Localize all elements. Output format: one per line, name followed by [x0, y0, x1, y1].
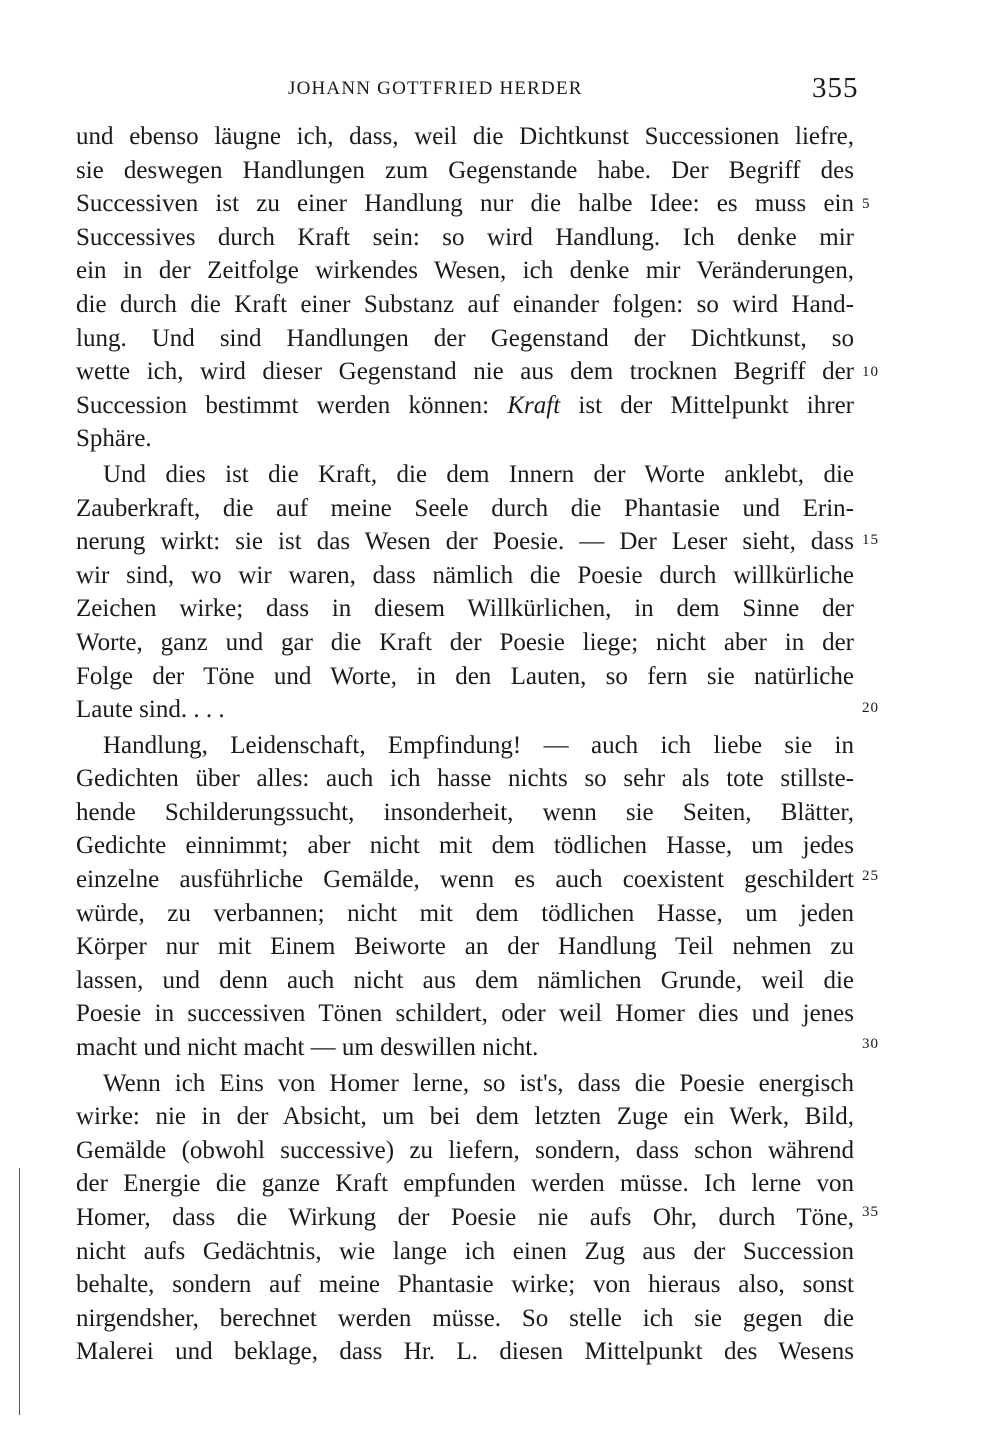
paragraph-3 [76, 729, 854, 1065]
text-line: Und dies ist die Kraft, die dem Innern der Worte anklebt, die [103, 460, 854, 488]
text-line: Laute sind. . . . [76, 696, 225, 724]
text-line: würde, zu verbannen; nicht mit dem tödlichen Hasse, um jeden [76, 899, 854, 927]
page-number: 355 [812, 72, 859, 104]
text-line: nerung wirkt: sie ist das Wesen der Poesie. — Der Leser sieht, dass [76, 528, 854, 556]
text-line: Handlung, Leidenschaft, Empfindung! — auch ich liebe sie in [103, 731, 854, 759]
text-line: Zeichen wirke; dass in diesem Willkürlichen, in dem Sinne der [76, 595, 854, 623]
line-number-25: 25 [862, 868, 879, 884]
italic-word: Kraft [507, 391, 561, 419]
text-line: Successives durch Kraft sein: so wird Handlung. Ich denke mir [76, 223, 854, 251]
text-line: Malerei und beklage, dass Hr. L. diesen Mittelpunkt des Wesens [76, 1338, 854, 1366]
line-number-20: 20 [862, 700, 879, 716]
text-line: Folge der Töne und Worte, in den Lauten, so fern sie natürliche [76, 662, 854, 690]
text-line: wette ich, wird dieser Gegenstand nie aus dem trocknen Begriff der [76, 358, 854, 386]
paragraph-1 [76, 120, 854, 456]
running-title: JOHANN GOTTFRIED HERDER [288, 78, 583, 99]
line-number-5: 5 [862, 196, 871, 212]
text-line: Gedichten über alles: auch ich hasse nichts so sehr als tote stillste- [76, 765, 854, 793]
line-number-30: 30 [862, 1036, 879, 1052]
text-line: ein in der Zeitfolge wirkendes Wesen, ich denke mir Veränderungen, [76, 257, 854, 285]
text-line: Gemälde (obwohl successive) zu liefern, sondern, dass schon während [76, 1136, 854, 1164]
text-line: Wenn ich Eins von Homer lerne, so ist's, dass die Poesie energisch [103, 1069, 854, 1097]
text-line: Worte, ganz und gar die Kraft der Poesie liege; nicht aber in der [76, 628, 854, 656]
text-line: Homer, dass die Wirkung der Poesie nie aufs Ohr, durch Töne, [76, 1204, 854, 1231]
text-line: und ebenso läugne ich, dass, weil die Dichtkunst Successionen liefre, [76, 123, 854, 150]
text-line: macht und nicht macht — um deswillen nicht. [76, 1034, 539, 1062]
text-line: behalte, sondern auf meine Phantasie wirke; von hieraus also, sonst [76, 1271, 854, 1299]
text-line: Sphäre. [76, 425, 152, 453]
text-line: nicht aufs Gedächtnis, wie lange ich einen Zug aus der Succession [76, 1237, 854, 1265]
line-number-10: 10 [862, 364, 879, 380]
text-line: einzelne ausführliche Gemälde, wenn es auch coexistent geschildert [76, 866, 854, 894]
text-line: wirke: nie in der Absicht, um bei dem letzten Zuge ein Werk, Bild, [76, 1103, 854, 1131]
line-number-15: 15 [862, 532, 879, 548]
text-line: nirgendsher, berechnet werden müsse. So stelle ich sie gegen die [76, 1304, 854, 1332]
margin-rule [19, 1168, 20, 1415]
text-line: lung. Und sind Handlungen der Gegenstand der Dichtkunst, so [76, 324, 854, 352]
text-line: wir sind, wo wir waren, dass nämlich die Poesie durch willkürliche [76, 561, 854, 589]
text-line: Successiven ist zu einer Handlung nur die halbe Idee: es muss ein [76, 190, 854, 218]
text-line: sie deswegen Handlungen zum Gegenstande habe. Der Begriff des [76, 156, 854, 184]
text-line-with-italic: Succession bestimmt werden können: Kraft ist der Mittelpunkt ihrer [76, 391, 854, 419]
text-line: Gedichte einnimmt; aber nicht mit dem tödlichen Hasse, um jedes [76, 832, 854, 860]
text-line: Poesie in successiven Tönen schildert, oder weil Homer dies und jenes [76, 1000, 854, 1028]
paragraph-4 [76, 1067, 854, 1369]
text-line: lassen, und denn auch nicht aus dem nämlichen Grunde, weil die [76, 966, 854, 994]
text-line: hende Schilderungssucht, insonderheit, wenn sie Seiten, Blätter, [76, 798, 854, 826]
text-line: Körper nur mit Einem Beiworte an der Handlung Teil nehmen zu [76, 933, 854, 961]
text-body [76, 120, 854, 1369]
line-number-35: 35 [862, 1204, 879, 1220]
text-line: Zauberkraft, die auf meine Seele durch die Phantasie und Erin- [76, 494, 854, 522]
paragraph-2 [76, 458, 854, 727]
text-line: die durch die Kraft einer Substanz auf einander folgen: so wird Hand- [76, 290, 854, 318]
text-line: der Energie die ganze Kraft empfunden werden müsse. Ich lerne von [76, 1170, 854, 1198]
